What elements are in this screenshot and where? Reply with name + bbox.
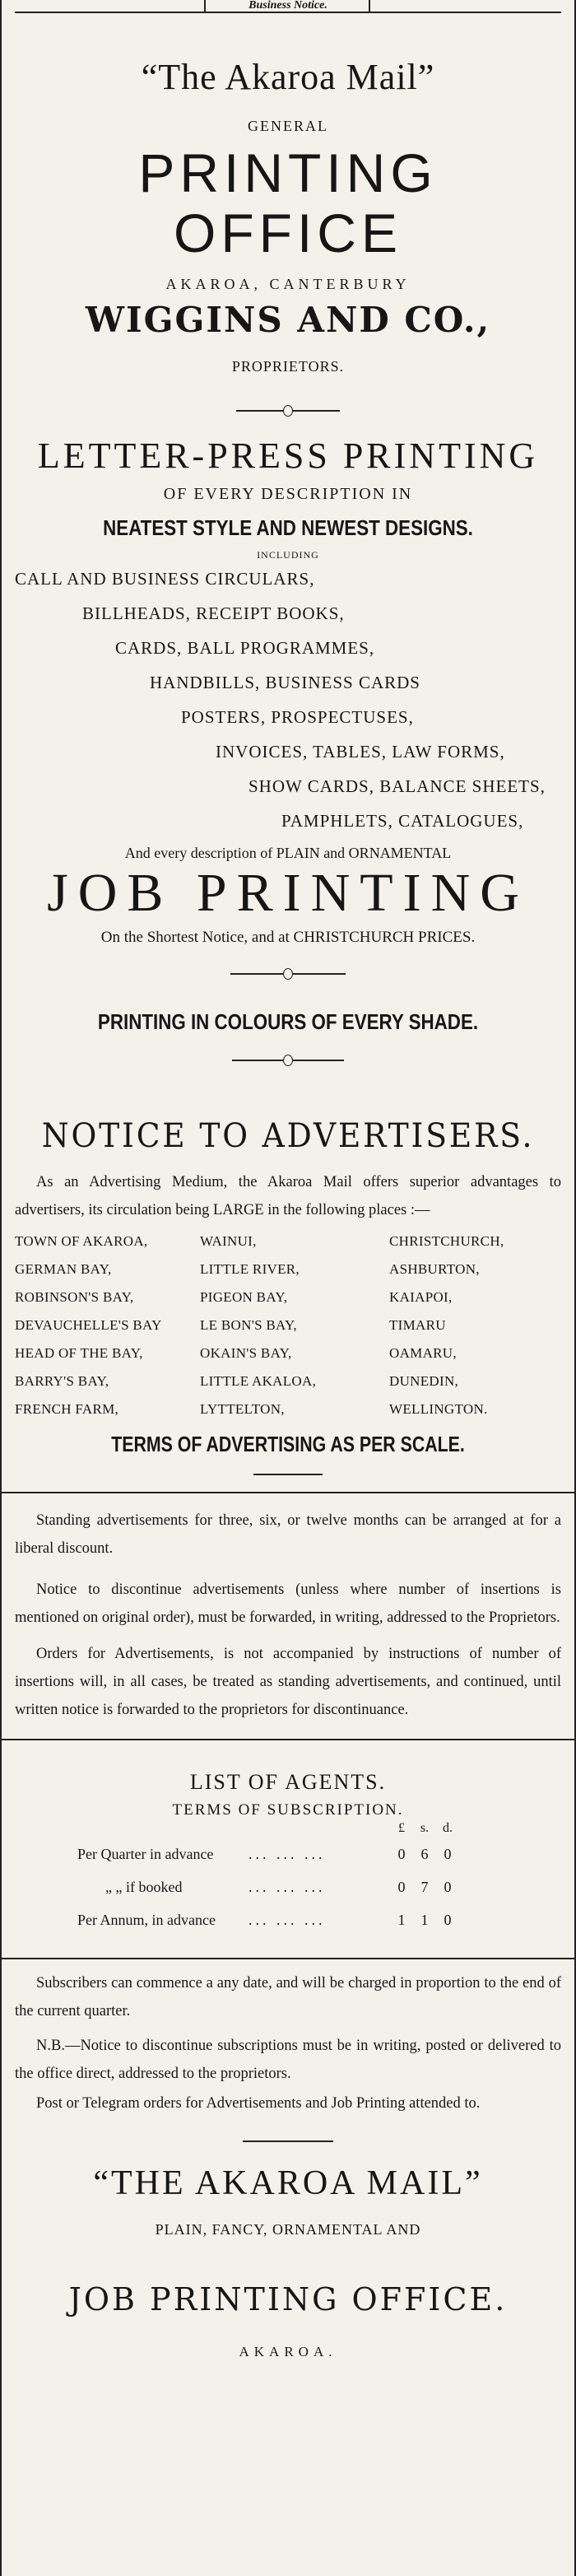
price-pence: 0 [444,1911,452,1928]
footer-plain-fancy: PLAIN, FANCY, ORNAMENTAL AND [155,2221,421,2238]
subscription-table [15,1819,561,1936]
section-rule-1 [2,1492,574,1493]
header-tick-right [369,0,370,12]
leader-dots: ... ... ... [249,1878,326,1895]
currency-shillings: s. [420,1821,430,1836]
place-cell: PIGEON BAY, [200,1289,288,1306]
place-cell: FRENCH FARM, [15,1401,119,1418]
subscription-label: „ „ if booked [105,1878,183,1895]
printing-office-heading: PRINTING OFFICE [138,142,438,263]
place-cell: DUNEDIN, [389,1373,459,1390]
place-cell: LITTLE AKALOA, [200,1373,317,1390]
place-cell: WAINUI, [200,1233,257,1250]
neatest-style-line: NEATEST STYLE AND NEWEST DESIGNS. [103,515,473,540]
place-cell: LYTTELTON, [200,1401,285,1418]
and-every-description: And every description of PLAIN and ORNAMENTAL [124,844,452,861]
subscription-label: Per Quarter in advance [77,1845,214,1862]
place-cell: BARRY'S BAY, [15,1373,109,1390]
discontinue-ads-paragraph: Notice to discontinue advertisements (unless where number of insertions is mentioned on original order), must be forwarded, in writing, addressed to the Proprietors. [15,1581,561,1627]
firm-name: WIGGINS AND CO., [85,300,491,341]
terms-of-subscription-heading: TERMS OF SUBSCRIPTION. [172,1801,404,1819]
running-head-bar [15,0,561,13]
of-every-description: OF EVERY DESCRIPTION IN [163,484,413,503]
colours-line: PRINTING IN COLOURS OF EVERY SHADE. [97,1009,479,1035]
circulation-places-table [15,1227,561,1423]
including-label: INCLUDING [257,548,319,561]
place-cell: LE BON'S BAY, [200,1317,297,1334]
service-line: SHOW CARDS, BALANCE SHEETS, [249,776,546,796]
price-pence: 0 [444,1845,452,1862]
footer-title: “THE AKAROA MAIL” [93,2164,483,2203]
place-cell: DEVAUCHELLE'S BAY [15,1317,162,1334]
place-cell: TIMARU [389,1317,446,1334]
ornament-divider-2 [230,968,346,980]
service-line: INVOICES, TABLES, LAW FORMS, [216,741,505,762]
subscribers-paragraph: Subscribers can commence a any date, and will be charged in proportion to the end of the current quarter. [15,1975,561,2020]
place-cell: CHRISTCHURCH, [389,1233,504,1250]
place-cell: HEAD OF THE BAY, [15,1345,143,1362]
service-line: BILLHEADS, RECEIPT BOOKS, [82,603,345,623]
masthead-general: GENERAL [248,118,328,134]
leader-dots: ... ... ... [249,1911,326,1928]
currency-pounds: £ [398,1821,405,1836]
letterpress-heading: LETTER-PRESS PRINTING [37,436,539,477]
place-cell: GERMAN BAY, [15,1261,112,1278]
leader-dots: ... ... ... [249,1845,326,1862]
place-cell: ASHBURTON, [389,1261,480,1278]
place-cell: OKAIN'S BAY, [200,1345,292,1362]
ornament-divider-1 [236,405,340,417]
place-cell: KAIAPOI, [389,1289,453,1306]
price-shillings: 6 [420,1845,429,1862]
job-printing-heading: JOB PRINTING [47,862,529,923]
proprietors-label: PROPRIETORS. [231,358,345,375]
price-pounds: 0 [397,1845,406,1862]
section-rule-3 [2,1958,574,1959]
nb-paragraph: N.B.—Notice to discontinue subscriptions must be in writing, posted or delivered to the office direct, addressed to the proprietors. [15,2038,561,2083]
service-line: HANDBILLS, BUSINESS CARDS [150,672,420,692]
orders-paragraph: Orders for Advertisements, is not accompanied by instructions of number of insertions will, in all cases, be treated as standing advertisements, and continued, until written notice is forwarded to the proprietors for discontinuance. [15,1646,561,1719]
header-tick-left [204,0,206,12]
place-cell: LITTLE RIVER, [200,1261,300,1278]
ornament-divider-3 [232,1055,344,1066]
section-rule-2 [2,1739,574,1740]
place-cell: WELLINGTON. [389,1401,488,1418]
subscription-row [15,1903,561,1936]
list-of-agents-heading: LIST OF AGENTS. [189,1770,387,1795]
advertisers-intro: As an Advertising Medium, the Akaroa Mail offers superior advantages to advertisers, its circulation being LARGE in the following places :— [15,1174,561,1219]
subscription-row [15,1870,561,1903]
price-pounds: 0 [397,1878,406,1895]
currency-pence: d. [443,1821,453,1836]
place-cell: ROBINSON'S BAY, [15,1289,134,1306]
running-head: Business Notice. [249,0,327,12]
shortest-notice-line: On the Shortest Notice, and at CHRISTCHURCH PRICES. [100,929,476,947]
subscription-currency-header [15,1819,561,1838]
post-telegram-paragraph: Post or Telegram orders for Advertisements and Job Printing attended to. [36,2095,481,2113]
standing-ads-paragraph: Standing advertisements for three, six, or twelve months can be arranged at for a liberal discount. [15,1512,561,1558]
price-pence: 0 [444,1878,452,1895]
masthead-title: “The Akaroa Mail” [141,57,435,97]
price-shillings: 7 [420,1878,429,1895]
masthead-location: AKAROA, CANTERBURY [165,276,411,293]
short-rule-1 [253,1474,323,1475]
notice-to-advertisers-heading: NOTICE TO ADVERTISERS. [41,1117,535,1156]
price-pounds: 1 [397,1911,406,1928]
service-line: CARDS, BALL PROGRAMMES, [115,637,375,658]
subscription-label: Per Annum, in advance [77,1911,216,1928]
service-line: POSTERS, PROSPECTUSES, [181,706,414,727]
place-cell: OAMARU, [389,1345,457,1362]
price-shillings: 1 [420,1911,429,1928]
service-line: CALL AND BUSINESS CIRCULARS, [15,568,315,589]
terms-of-advertising: TERMS OF ADVERTISING AS PER SCALE. [111,1432,465,1457]
services-list [15,561,561,838]
short-rule-2 [243,2140,333,2142]
subscription-row [15,1838,561,1870]
place-cell: TOWN OF AKAROA, [15,1233,148,1250]
service-line: PAMPHLETS, CATALOGUES, [281,810,524,831]
job-printing-office-heading: JOB PRINTING OFFICE. [68,2281,508,2318]
footer-akaroa: AKAROA. [239,2344,337,2360]
